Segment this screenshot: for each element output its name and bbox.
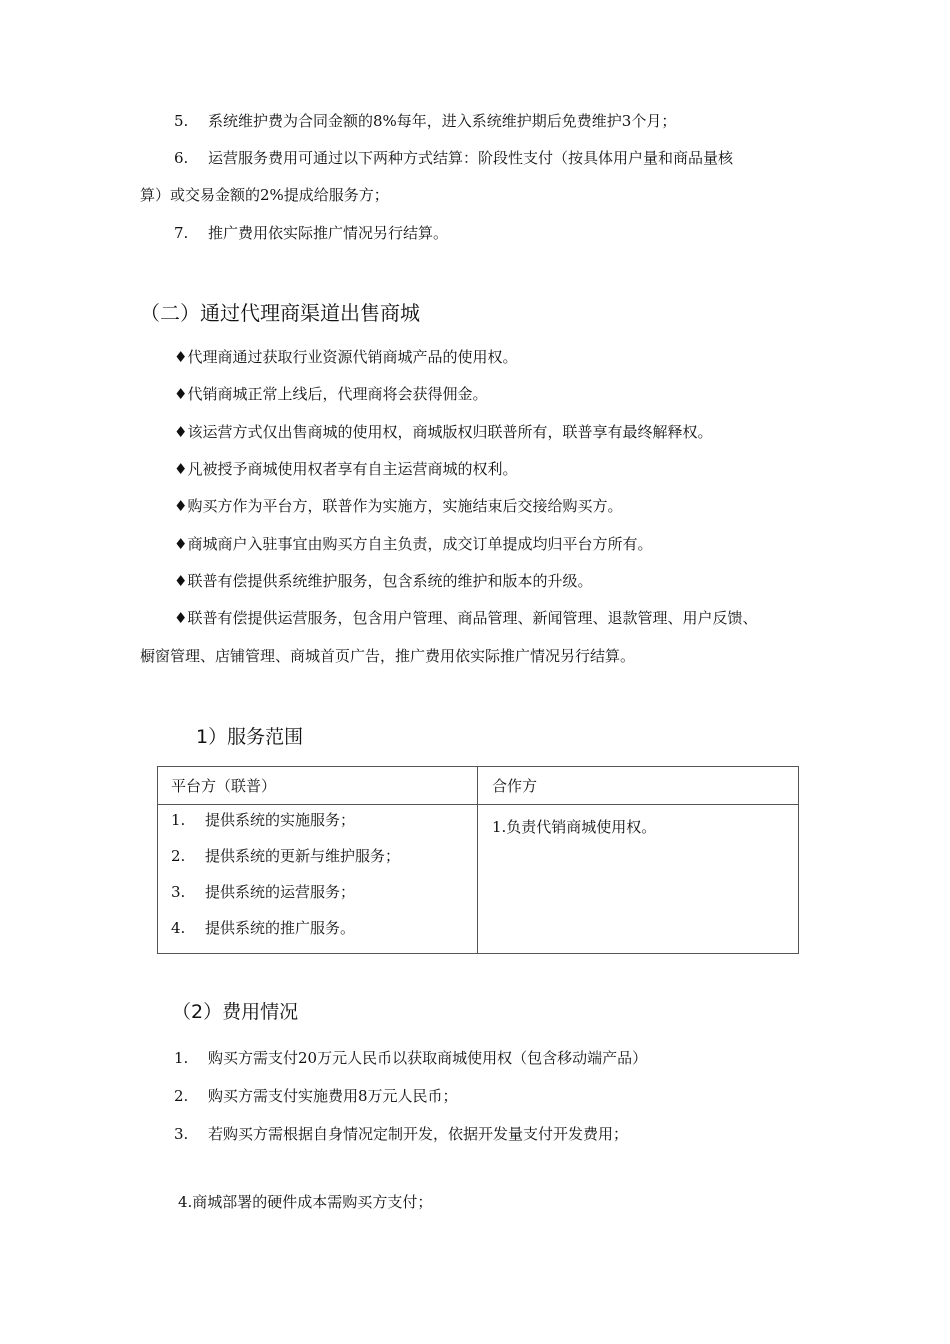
- list-item: [174, 1048, 647, 1068]
- service-scope-table: [157, 766, 799, 954]
- list-number: 4.: [171, 919, 186, 937]
- subsection-heading: （2）费用情况: [172, 1001, 299, 1023]
- bullet-item: ♦凡被授予商城使用权者享有自主运营商城的权利。: [174, 460, 518, 478]
- list-number: 1.: [174, 1049, 189, 1067]
- list-item: [174, 223, 448, 243]
- list-text: 系统维护费为合同金额的8%每年，进入系统维护期后免费维护3个月；: [208, 112, 677, 130]
- list-item: [174, 1124, 628, 1144]
- list-number: 3.: [171, 883, 186, 901]
- list-number: 1.: [171, 811, 186, 829]
- list-item: [174, 1086, 458, 1106]
- table-cell-partner: 1.负责代销商城使用权。: [492, 818, 657, 836]
- list-text: 购买方需支付实施费用8万元人民币；: [208, 1087, 458, 1105]
- bullet-continuation: 橱窗管理、店铺管理、商城首页广告，推广费用依实际推广情况另行结算。: [140, 647, 636, 665]
- list-text: 购买方需支付20万元人民币以获取商城使用权（包含移动端产品）: [208, 1049, 648, 1067]
- table-header-partner: 合作方: [492, 777, 538, 795]
- list-text: 推广费用依实际推广情况另行结算。: [208, 224, 449, 242]
- subsection-heading: 1）服务范围: [196, 726, 304, 748]
- list-number: 6.: [174, 149, 189, 167]
- table-cell-item: [171, 810, 355, 830]
- table-divider: [158, 804, 798, 805]
- list-text: 提供系统的实施服务；: [205, 811, 356, 829]
- table-divider: [477, 767, 478, 953]
- list-text: 提供系统的运营服务；: [205, 883, 356, 901]
- bullet-item: ♦该运营方式仅出售商城的使用权，商城版权归联普所有，联普享有最终解释权。: [174, 423, 713, 441]
- table-cell-item: [171, 882, 355, 902]
- list-number: 2.: [171, 847, 186, 865]
- list-item: [174, 111, 676, 131]
- list-item: [174, 148, 733, 168]
- list-text: 提供系统的推广服务。: [205, 919, 356, 937]
- list-item: 4.商城部署的硬件成本需购买方支付；: [178, 1193, 433, 1211]
- list-text: 若购买方需根据自身情况定制开发，依据开发量支付开发费用；: [208, 1125, 629, 1143]
- list-number: 3.: [174, 1125, 189, 1143]
- bullet-item: ♦购买方作为平台方，联普作为实施方，实施结束后交接给购买方。: [174, 497, 623, 515]
- bullet-item: ♦商城商户入驻事宜由购买方自主负责，成交订单提成均归平台方所有。: [174, 535, 653, 553]
- bullet-item: ♦联普有偿提供系统维护服务，包含系统的维护和版本的升级。: [174, 572, 593, 590]
- list-number: 2.: [174, 1087, 189, 1105]
- bullet-item: ♦联普有偿提供运营服务，包含用户管理、商品管理、新闻管理、退款管理、用户反馈、: [174, 609, 758, 627]
- list-text: 提供系统的更新与维护服务；: [205, 847, 401, 865]
- list-number: 7.: [174, 224, 189, 242]
- table-cell-item: [171, 918, 355, 938]
- bullet-item: ♦代理商通过获取行业资源代销商城产品的使用权。: [174, 348, 518, 366]
- list-text: 运营服务费用可通过以下两种方式结算：阶段性支付（按具体用户量和商品量核: [208, 149, 734, 167]
- section-heading: （二）通过代理商渠道出售商城: [140, 301, 420, 325]
- table-cell-item: [171, 846, 400, 866]
- table-header-platform: 平台方（联普）: [171, 777, 277, 795]
- list-number: 5.: [174, 112, 189, 130]
- bullet-item: ♦代销商城正常上线后，代理商将会获得佣金。: [174, 385, 488, 403]
- list-item-continuation: 算）或交易金额的2%提成给服务方；: [140, 186, 389, 204]
